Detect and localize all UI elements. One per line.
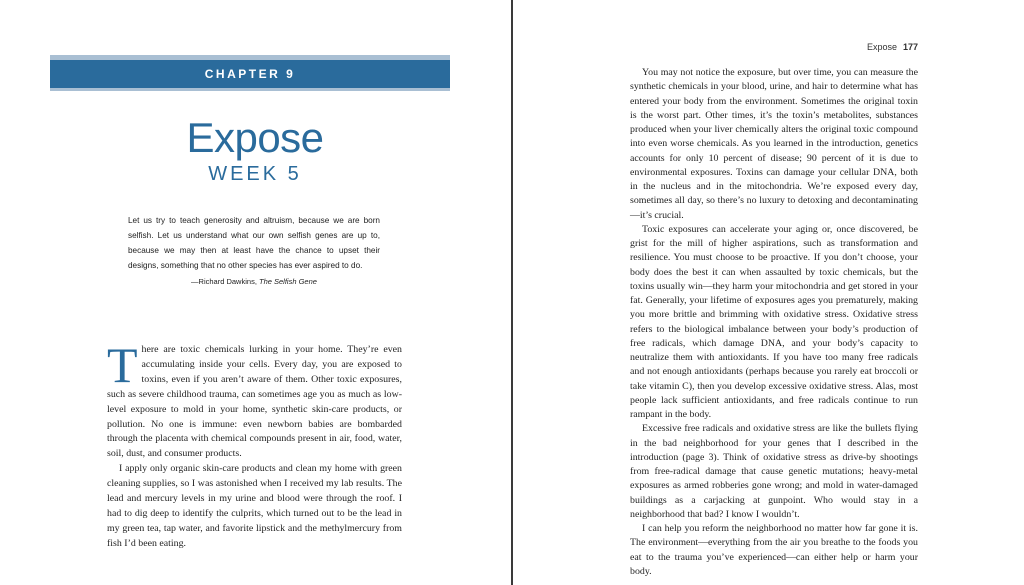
epigraph-attribution bbox=[128, 277, 380, 286]
body-paragraph bbox=[107, 337, 402, 462]
running-head-title: Expose bbox=[866, 42, 897, 52]
left-body-text bbox=[107, 337, 402, 552]
left-page bbox=[0, 0, 510, 585]
right-page bbox=[513, 0, 1024, 585]
chapter-title: Expose bbox=[186, 114, 324, 161]
right-body-text bbox=[630, 66, 918, 579]
chapter-subtitle: WEEK 5 bbox=[208, 163, 302, 185]
attribution-work: The Selfish Gene bbox=[259, 277, 317, 286]
paragraph-text: here are toxic chemicals lurking in your home. They’re even accumulating inside your cells. Every day, you are exposed to toxins, even if you aren’t aware of them. Other toxic exposures, such as severe childhood trauma, can sometimes age you as much as low-level exposure to mold in your home, synthetic skin-care products, or pollution. No one is immune: even newborn babies are bombarded through the placenta with chemical compounds present in air, food, water, soil, dust, and consumer products. bbox=[107, 344, 402, 460]
body-paragraph: You may not notice the exposure, but over time, you can measure the synthetic chemicals in your blood, urine, and hair to determine what has entered your body from the environment. Sometimes the original toxin is the worst part. Other times, it’s the toxin’s metabolites, substances produced when your liver chemically alters the original toxic compound into even worse chemicals. As you learned in the introduction, genetics accounts for only 10 percent of disease; 90 percent of it is due to environmental exposures. Toxins can damage your cellular DNA, both in the nucleus and in the mitochondria. We’re exposed every day, sometimes all day, so there’s no luxury to detoxing and decontaminating—it’s crucial. bbox=[630, 67, 918, 221]
running-head bbox=[867, 42, 918, 52]
page-number: 177 bbox=[902, 42, 918, 52]
attribution-author: —Richard Dawkins, bbox=[191, 277, 257, 286]
body-paragraph: Excessive free radicals and oxidative stress are like the bullets flying in the bad neighborhood for your genes that I described in the introduction (page 3). Think of oxidative stress as drive-by shootings from free-radical damage that cause genetic mutations; heavy-metal exposures as armed robberies gone wrong; and mold in water-damaged buildings as a carjacking at gunpoint. Who would stay in a neighborhood that bad? I know I wouldn’t. bbox=[630, 423, 918, 520]
drop-cap: T bbox=[107, 337, 138, 393]
body-paragraph: Toxic exposures can accelerate your aging or, once discovered, be grist for the mill of higher aspirations, such as transformation and resilience. You must choose to be proactive. If you don’t choose, your body does the best it can when assaulted by toxic chemicals, but the toxins usually win—they harm your mitochondria and get stored in your fat. Generally, your lifetime of exposures ages you prematurely, making you more brittle and brimming with oxidative stress. Oxidative stress refers to the biological imbalance between your body’s production of free radicals, which damage DNA, and your body’s capacity to neutralize them with antioxidants. If you have too many free radicals and not enough antioxidants (perhaps because you rarely eat broccoli or take vitamin C), then you develop excessive oxidative stress. Alas, most people lack sufficient antioxidants, and free radicals continue to run rampant in the body. bbox=[630, 223, 918, 420]
epigraph: Let us try to teach generosity and altruism, because we are born selfish. Let us understand what our own selfish genes are up to, because we may then at least have the chance to upset their designs, something that no other species has ever aspired to do. bbox=[128, 216, 380, 270]
body-paragraph: I apply only organic skin-care products and clean my home with green cleaning supplies, so I was astonished when I received my lab results. The lead and mercury levels in my urine and blood were through the roof. I had to dig deep to identify the culprits, which turned out to be the lead in my green tea, tap water, and favorite lipstick and the methylmercury from fish I’d been eating. bbox=[107, 463, 402, 549]
chapter-banner: CHAPTER 9 bbox=[50, 60, 450, 88]
body-paragraph: I can help you reform the neighborhood no matter how far gone it is. The environment—everything from the air you breathe to the foods you eat to the trauma you’ve experienced—can either help or harm your body. bbox=[630, 523, 918, 577]
